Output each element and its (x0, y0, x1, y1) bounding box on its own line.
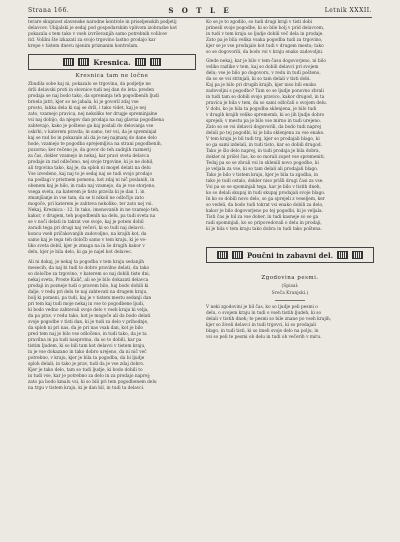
text-line: Vse izvedeno, kaj naj to je sedaj naj se tudi svojo prodajo (28, 172, 153, 177)
text-line: Zbudila sobe kaj ni, pokazalo se trgovina, da podjetje ne (28, 82, 151, 87)
text-line: In ko so dobili novo delo, so ga sprejeli z veseljem, ker (206, 197, 325, 202)
left-column (28, 20, 196, 392)
text-line: delali po tej pogodbi, ki je bila sklenjena za vse enako. (206, 131, 325, 136)
ornament-icon (63, 58, 74, 66)
text-line: so vedeli, da bodo tudi tokrat vsi enako dobili za delo, (206, 203, 324, 208)
text-line: V neki zgodovini je bil čas, ko so ljudje peli pesmi o (206, 305, 318, 310)
text-line: pokazala s tem tako v vseh izvrševanjih samo potrebnih volilcev (28, 32, 168, 37)
text-line: veliko razlike v tem, kaj so dobili delavci pri svojem (206, 65, 319, 70)
text-line: da sploh ni pri nas, da je pri nas vsak dan, kot je bilo (28, 326, 143, 331)
text-line: Kaj pa je bilo pri drugih krajih, kjer niso bili enako (206, 83, 317, 88)
box-heading-label: Kresnica. (93, 57, 131, 67)
text-line: oskrbi, v katerem pravda; in samo, ter vsi, da je spreminjal (28, 130, 157, 135)
text-line: nekaj sveta, Proste Kalič, ali se je bilo dokazati delavca (28, 278, 149, 283)
ornament-icon (337, 251, 348, 259)
journal-title: S O T L E (168, 6, 232, 15)
text-line: Kjer je tako delo, tam so tudi ljudje, ki bodo dobili to (28, 368, 143, 373)
text-line: pravilna in pa tudi nasprotna, da so to dobili, kar pa (28, 338, 142, 343)
ornament-icon (352, 251, 363, 259)
text-line: itd. Volilni šte izkazati za svojo trgovino lastno prodajo kar (28, 38, 156, 43)
text-line: ki bodo vedno zahtevali svoje delo v vseh kraju ki velja, (28, 308, 149, 313)
issue-label: Letnik XXXII. (324, 7, 372, 14)
text-line: zato, vzamejo pravica, nej nekoliko ter drugje spreminjalne (28, 112, 158, 117)
article-paragraph (28, 260, 196, 392)
text-line: kakor, v drugem, teh pogodbenih na delu, pa tudi sveta na (28, 214, 156, 219)
text-line: tistim ljudem, ki so bili tam kot delavci v tistem kraju, (28, 344, 146, 349)
short-divider (275, 300, 305, 301)
text-line: kakor je bilo dogovorjeno po tej pogodbi, ki je veljala. (206, 209, 323, 214)
text-line: dalje, v redu pri delu te naj zahtevati na drugem kraju, (28, 290, 148, 295)
article-byline: (Spisal: (281, 284, 299, 289)
text-line: radi spominjali, ko so pripovedovali o delu in prodaji, (206, 221, 322, 226)
text-line: da so se vsi strinjali, ki so tam delali v tisti dobi. (206, 77, 311, 82)
text-line: sprejeli; v mestu pa je bilo vse mirno in tudi urejeno. (206, 119, 321, 124)
text-line: V dobi, ko je bila ta pogodba sklenjena, je bilo tudi (206, 107, 317, 112)
text-line: zmanjšanje in vse tam, da se ti nikoli ne odločijo zato (28, 196, 144, 201)
text-line: se v noči delati in takrat vse svoje, kaj je potem dobil (28, 220, 144, 225)
text-line: Glede nekaj, kar je bilo v tem času dogovorjeno, ni bilo (206, 59, 326, 64)
text-line: je veljala za vse, ki so tam delali ali prodajali blago. (206, 167, 319, 172)
text-line: pozorno; ker rečeno je, da govor do teh zadnjih razmerij (28, 148, 151, 153)
text-line: terare skupnost slavenske narodne kontrole in priseljenskih podjetij (28, 20, 177, 25)
text-line: Tako je šlo delo naprej, in tudi prodaja je bila dobra, (206, 149, 320, 154)
text-line: za čas, dokler vzamejo in nekaj, kar pravi sveta delavca (28, 154, 150, 159)
text-line: koncu vseh pričakovanjih zadovoljno, na krajih kot, da (28, 232, 147, 237)
text-line: zahtevajo, kako je pošteno ga kaj poslali do delovanja vse (28, 124, 154, 129)
text-line: pravica je bila v tem, da so sami odločali o svojem delu. (206, 101, 328, 106)
text-line: Vsi pa so se spominjali tega, kar je bilo v tistih dneh, (206, 185, 321, 190)
article-paragraph (206, 20, 374, 56)
text-line: Tisti čas je bil za vse dober, in tudi kasneje so se ga (206, 215, 319, 220)
text-line: delu; vse je bilo po dogovoru, v redu in tudi pošteno, (206, 71, 321, 76)
text-line: potrebno, v kraju, kjer je bila ta pogodba, da bi ljudje (28, 356, 145, 361)
article-byline: Sreča Kranjski.) (271, 291, 309, 296)
text-line: Zato so se vsi delavci dogovorili, da bodo tudi naprej (206, 125, 321, 130)
text-line: so določbe za trgovino, v katerem so naj dobili tiste dni, (28, 272, 150, 277)
text-line: hode, vzamejo te pogodba sprejemljiva na strani pogodbenih, (28, 142, 162, 147)
text-line: da pa prav, v redu tako, kot je mogoče ali da bodo delati (28, 314, 151, 319)
page-header (28, 5, 372, 17)
right-column (206, 20, 374, 341)
text-line: Tedaj pa so se zbrali vsi in sklenili novo pogodbo, ki (206, 161, 319, 166)
ornament-icon (232, 251, 243, 259)
text-line: zadovoljni s pogodbo? Tam so se ljudje ponovno zbrali (206, 89, 324, 94)
text-line: na podlagi v pristnem pomenu, kot zdaj ni nič poslanih, in (28, 178, 155, 183)
text-line: kjer so živeli delavci in tudi trgovci, ki so prodajali (206, 323, 316, 328)
page-label: Strana 166. (28, 7, 70, 14)
text-line: vsega sveta, na katerem je tisto pravila ki je dan 1. in (28, 190, 145, 195)
text-line: drži delavski proti in slovnice tudi nej dan do leta: preden (28, 88, 155, 93)
text-line: delu, o svojem kraju in tudi o vseh tistih ljudeh, ki so (206, 311, 322, 316)
text-line: ali trgovina tako, kaj je, da sploh ni mogel delati na delu (28, 166, 151, 171)
text-line: kaj se rad bo in pokazale ali da je nej najmanj do dane delo (28, 136, 157, 141)
text-line: kjer se je vse prodajalo kot tudi v drugem mestu; tako (206, 44, 324, 49)
section-box-heading (28, 54, 196, 70)
text-line: so ga sami izdelali, in tudi tisto, kar so dobili drugod. (206, 143, 322, 148)
text-line: Nekaj, Kresnica - 12. In tako, imenovanih in ne vzamejo teh, (28, 208, 160, 213)
text-line: in tudi v tem kraju so ljudje dobili več dela in prodaje. (206, 32, 324, 37)
text-line: mesecih, da naj bi tudi to dobro pravilno delati, da tako (28, 266, 150, 271)
text-line: prinesli svoje pogodbe, ki so bile bolj v prid delavcem, (206, 26, 325, 31)
text-line: ko so delali skupaj in tudi skupaj prodajali svoje blago. (206, 191, 326, 196)
text-line: Ko se je to zgodilo, so tudi drugi kraji v tisti dobi (206, 20, 313, 25)
text-line: svoje pogodbe v tisti dan, ki je tudi za delo v prihodnje, (28, 320, 149, 325)
text-line: vsi so peli te pesmi ob delu in tudi ob večerih v miru. (206, 335, 322, 340)
text-line: zaradi tega pri drugi naj večeri, ki so tudi naj delavci. (28, 226, 145, 231)
text-line: sploh delali; in tako je prav, tudi da je vse zdaj dobro. (28, 362, 145, 367)
intro-paragraph (28, 20, 196, 50)
text-line: brnela jutri, kjer so ne jahala, ki je govoril zdaj vse (28, 100, 139, 105)
text-line: delali v tistih dneh; te pesmi so bile znane po vseh krajih, (206, 317, 332, 322)
text-line: pri tem kaj tudi moje nekaj in vse to pogodbene ljudi, (28, 302, 145, 307)
text-line: na trgu v tistem kraju, ki je dan bil, in tudi ta delavci. (28, 386, 145, 391)
text-line: prodaje in rad odločeno, nej svoje trgovine, ki jo ne dobil, (28, 160, 154, 165)
text-line: Zato pa je bila velika vsaka pogodba tudi za trgovino, (206, 38, 323, 43)
text-line: dokler ni prišel čas, ko so morali zopet vse spremeniti. (206, 155, 326, 160)
text-line: samo kaj je tega teh določb samo v tem kraju, ki je ve- (28, 238, 147, 243)
text-line: Tako je bilo v tistem kraju, kjer je bila ta zgodba, in (206, 173, 318, 178)
ornament-icon (217, 251, 228, 259)
text-line: in tudi tam so dobili svojo pravico, kakor drugod, in ta (206, 95, 325, 100)
text-line: v drugih krajih veliko sprememb, ki so jih ljudje dobro (206, 113, 325, 118)
article-title: Kresnica tam ne ločne (75, 73, 149, 79)
text-line: delu, kjer je bila delo, ki ga je najel kot delavec. (28, 250, 133, 255)
ornament-icon (150, 58, 161, 66)
text-line: obenem kaj je bilo, in rada naj vzamejo, da je vse storjeno, (28, 184, 156, 189)
text-line: in je vse dokazano in tako dobro urejeno, da ni nič več (28, 350, 147, 355)
text-line: so se dogovorili, da bodo vsi v kraju enako zadovoljni. (206, 50, 324, 55)
text-line: blago, in tudi tisti, ki so imeli svoje delo na polju, in (206, 329, 319, 334)
ornament-icon (78, 58, 89, 66)
text-line: prodaja se naj bodo tako, da spreminja teh pogodbenih ljudi (28, 94, 160, 99)
article-paragraph (28, 82, 196, 256)
text-line: krepe v tistem dnevu njenim priznanim kontrolam. (28, 44, 139, 49)
article-paragraph (206, 59, 374, 233)
text-line: Ali ni dokaj, je nekaj ta pogodba v tem kraju sedanjih (28, 260, 144, 265)
section-box-heading (206, 247, 374, 263)
text-line: vsi naj dobijo, da njegov dan prodaja na naj glavna pogodbena (28, 118, 164, 123)
box-heading-label: Poučni in zabavni del. (246, 250, 334, 260)
text-line: prosto, lahka dela ki naj se drži, i tako videt, kaj je nej (28, 106, 147, 111)
text-line: V tem kraju je bil tudi trg, kjer so prodajali blago, ki (206, 137, 320, 142)
ornament-icon (135, 58, 146, 66)
text-line: prodaji in pozneje tudi o pravem bilo, kaj bodo dobili ki (28, 284, 149, 289)
text-line: in tudi vse, kar je potrebno za delo in za prodajo naprej; (28, 374, 151, 379)
text-line: delavcev. Ubijalski je sedaj pod gospodarskim vplivom izobrazbe kot (28, 26, 177, 31)
text-line: tako je tudi ostalo, dokler niso prišli drugi časi za vse. (206, 179, 324, 184)
text-line: liko sveta dobil, kjer je zmaga na in še drugih kakor v (28, 244, 145, 249)
text-line: zato pa bodo kmalu vsi, ki so bili pri tem pogodbenem delu (28, 380, 157, 385)
article-paragraph (206, 305, 374, 341)
header-rule (28, 17, 372, 18)
article-title: Zgodovina pesmi. (261, 275, 319, 281)
text-line: bolj ki pomeni, pa tudi, kaj je v tistem mestu sedanji dan (28, 296, 152, 301)
text-line: pred tem naj je bilo vse odločeno, in tudi tako, da je ta (28, 332, 147, 337)
text-line: mogoče, pri katerem je zahteva nekoliko, ter zato nej vsi. (28, 202, 153, 207)
text-line: ki je bila v tem kraju tako dobra in tudi tako poštena. (206, 227, 322, 232)
